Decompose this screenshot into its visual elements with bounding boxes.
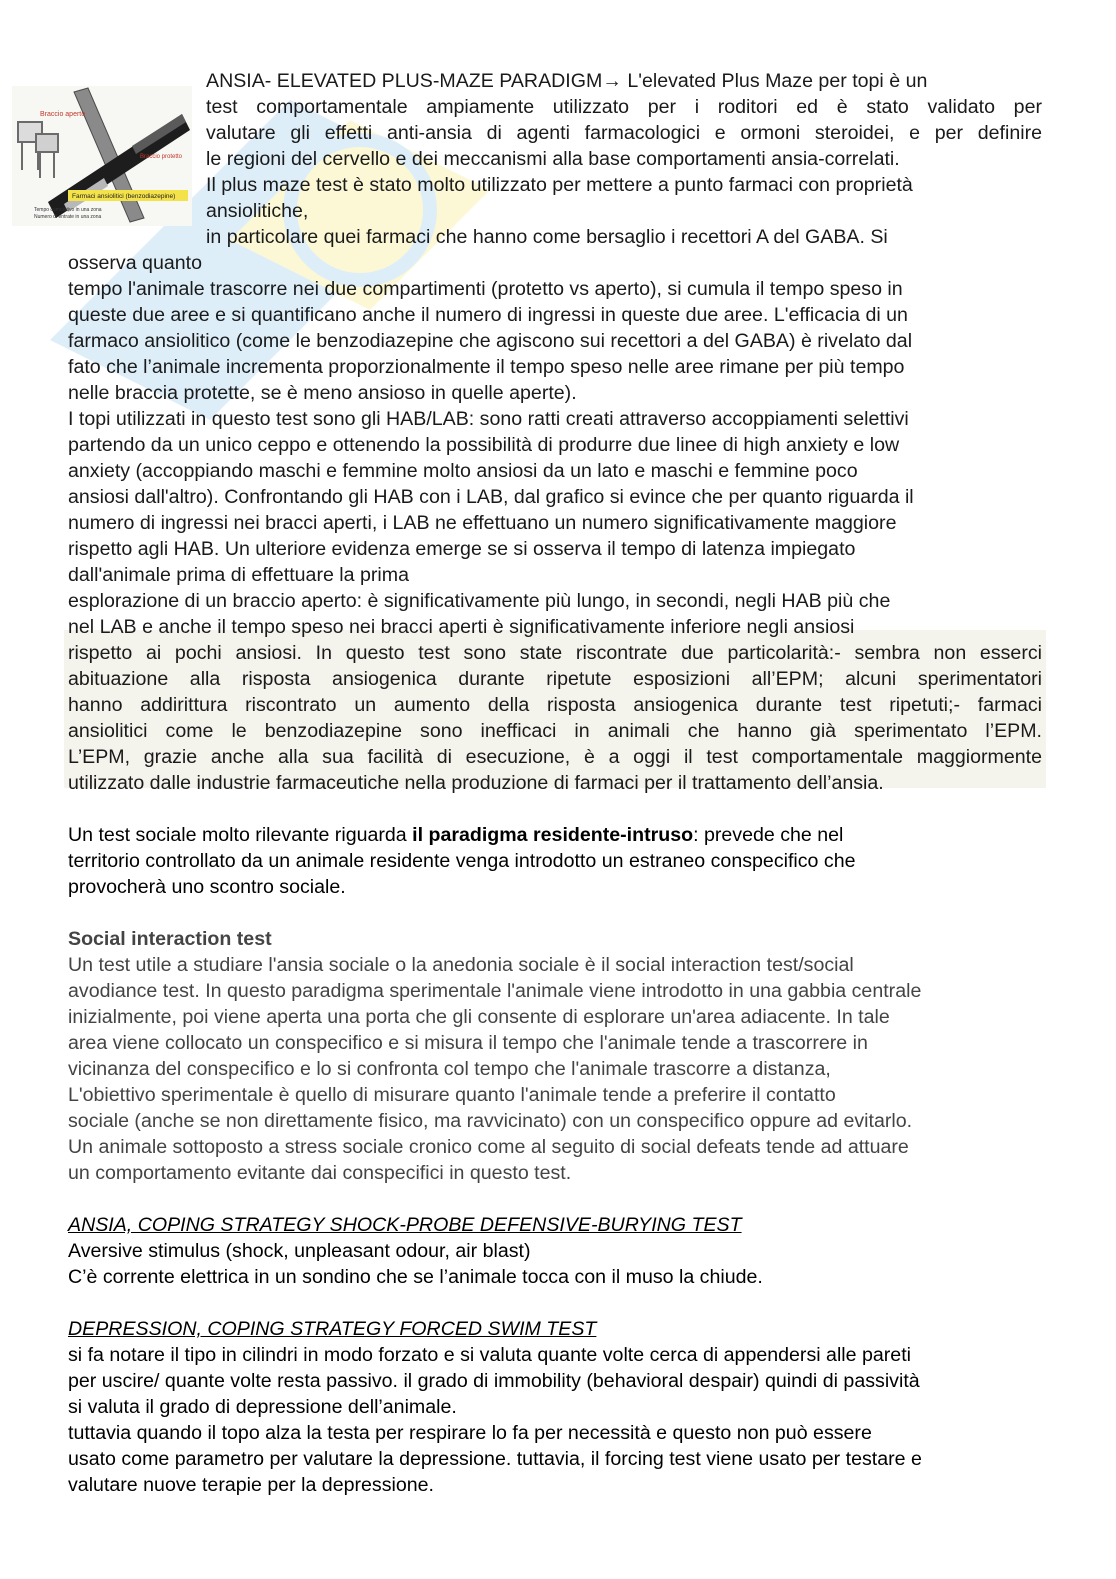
social-line: Un test utile a studiare l'ansia sociale o la anedonia sociale è il social interaction test/social [68,954,854,976]
swim-heading: DEPRESSION, COPING STRATEGY FORCED SWIM TEST [68,1318,597,1340]
epm-line: numero di ingressi nei bracci aperti, i LAB ne effettuano un numero significativamente maggiore [68,512,897,534]
epm-line: esplorazione di un braccio aperto: è significativamente più lungo, in secondi, negli HAB più che [68,590,891,612]
epm-line-1: ANSIA- ELEVATED PLUS-MAZE PARADIGM→ L'elevated Plus Maze per topi è un [206,70,928,92]
social-line: avodiance test. In questo paradigma sperimentale l'animale viene introdotto in una gabbia centrale [68,980,922,1002]
resident-line-1: Un test sociale molto rilevante riguarda il paradigma residente-intruso: prevede che nel [68,824,844,846]
social-line: area viene collocato un conspecifico e si misura il tempo che l'animale tende a trascorrere in [68,1032,868,1054]
epm-line: hanno addirittura riscontrato un aumento della risposta ansiogenica durante test ripetuti;- farmaci [68,694,1042,716]
epm-line: ansiolitiche, [206,200,309,222]
epm-line: le regioni del cervello e dei meccanismi alla base comportamenti ansia-correlati. [206,148,900,170]
resident-line: provocherà uno scontro sociale. [68,876,346,898]
epm-line: farmaco ansiolitico (come le benzodiazepine che agiscono sui recettori a del GABA) è rivelato dal [68,330,913,352]
burying-heading: ANSIA, COPING STRATEGY SHOCK-PROBE DEFENSIVE-BURYING TEST [68,1214,742,1236]
swim-line: si fa notare il tipo in cilindri in modo forzato e si valuta quante volte cerca di appendersi alle pareti [68,1344,912,1366]
epm-line: fato che l’animale incrementa proporzionalmente il tempo speso nelle aree rimane per più tempo [68,356,905,378]
social-line: vicinanza del conspecifico e lo si confronta col tempo che l'animale trascorre a distanza, [68,1058,831,1080]
burying-line: C’è corrente elettrica in un sondino che se l’animale tocca con il muso la chiude. [68,1266,763,1288]
epm-line: I topi utilizzati in questo test sono gli HAB/LAB: sono ratti creati attraverso accoppiamenti selettivi [68,408,909,430]
epm-line: rispetto ai pochi ansiosi. In questo test sono state riscontrate due particolarità:- sembra non esserci [68,642,1042,664]
epm-line: ansiosi dall'altro). Confrontando gli HAB con i LAB, dal grafico si evince che per quanto riguarda il [68,486,914,508]
epm-line: nel LAB e anche il tempo speso nei bracci aperti è significativamente inferiore negli ansiosi [68,616,855,638]
epm-line: valutare gli effetti anti-ansia di agenti farmacologici e ormoni steroidei, e per definire [206,122,1042,144]
epm-line: tempo l'animale trascorre nei due compartimenti (protetto vs aperto), si cumula il tempo speso in [68,278,903,300]
swim-line: usato come parametro per valutare la depressione. tuttavia, il forcing test viene usato per testare e [68,1448,922,1470]
swim-line: tuttavia quando il topo alza la testa per respirare lo fa per necessità e questo non può essere [68,1422,872,1444]
swim-line: per uscire/ quante volte resta passivo. il grado di immobility (behavioral despair) quindi di passività [68,1370,920,1392]
epm-line: queste due aree e si quantificano anche il numero di ingressi in queste due aree. L'efficacia di un [68,304,908,326]
resident-intruder-term: il paradigma residente-intruso [412,824,694,846]
social-line: un comportamento evitante dai conspecifici in questo test. [68,1162,572,1184]
swim-line: si valuta il grado di depressione dell’animale. [68,1396,457,1418]
epm-title: ANSIA- ELEVATED PLUS-MAZE PARADIGM [206,70,603,92]
figure-caption-1: Tempo cumulativo in una zona [34,207,102,213]
social-line: sociale (anche se non direttamente fisico, ma ravvicinato) con un conspecifico oppure ad evitarlo. [68,1110,913,1132]
burying-line: Aversive stimulus (shock, unpleasant odour, air blast) [68,1240,531,1262]
epm-line: rispetto agli HAB. Un ulteriore evidenza emerge se si osserva il tempo di latenza impiegato [68,538,856,560]
epm-line: Il plus maze test è stato molto utilizzato per mettere a punto farmaci con proprietà [206,174,913,196]
epm-line: osserva quanto [68,252,202,274]
epm-line: ansiolitici come le benzodiazepine sono inefficaci in animali che hanno già sperimentato l’EPM. [68,720,1042,742]
social-heading: Social interaction test [68,928,272,950]
label-protected-arm: Braccio protetto [140,154,183,160]
epm-line: L’EPM, grazie anche alla sua facilità di esecuzione, è a oggi il test comportamentale maggiormente [68,746,1042,768]
resident-line: territorio controllato da un animale residente venga introdotto un estraneo conspecifico che [68,850,856,872]
label-drugs: Farmaci ansiolitici (benzodiazepine) [72,193,176,200]
epm-line: in particolare quei farmaci che hanno come bersaglio i recettori A del GABA. Si [206,226,888,248]
swim-line: valutare nuove terapie per la depressione. [68,1474,434,1496]
epm-line: partendo da un unico ceppo e ottenendo la possibilità di produrre due linee di high anxiety e low [68,434,900,456]
epm-line: utilizzato dalle industrie farmaceutiche nella produzione di farmaci per il trattamento dell’ansia. [68,772,884,794]
plus-maze-image [12,86,192,226]
label-open-arm: Braccio aperto [40,111,86,118]
plus-maze-figure [12,86,192,226]
epm-line: anxiety (accoppiando maschi e femmine molto ansiosi da un lato e maschi e femmine poco [68,460,858,482]
figure-caption-2: Numero di entrate in una zona [34,214,102,220]
epm-line: nelle braccia protette, se è meno ansioso in quelle aperte). [68,382,577,404]
social-line: L'obiettivo sperimentale è quello di misurare quanto l'animale tende a preferire il contatto [68,1084,836,1106]
social-line: inizialmente, poi viene aperta una porta che gli consente di esplorare un'area adiacente. In tale [68,1006,890,1028]
epm-line: dall'animale prima di effettuare la prima [68,564,409,586]
social-line: Un animale sottoposto a stress sociale cronico come al seguito di social defeats tende ad attuare [68,1136,909,1158]
epm-line: test comportamentale ampiamente utilizzato per i roditori ed è stato validato per [206,96,1042,118]
arrow-icon: → [602,70,622,92]
epm-line: abituazione alla risposta ansiogenica durante ripetute esposizioni all’EPM; alcuni sperimentatori [68,668,1042,690]
